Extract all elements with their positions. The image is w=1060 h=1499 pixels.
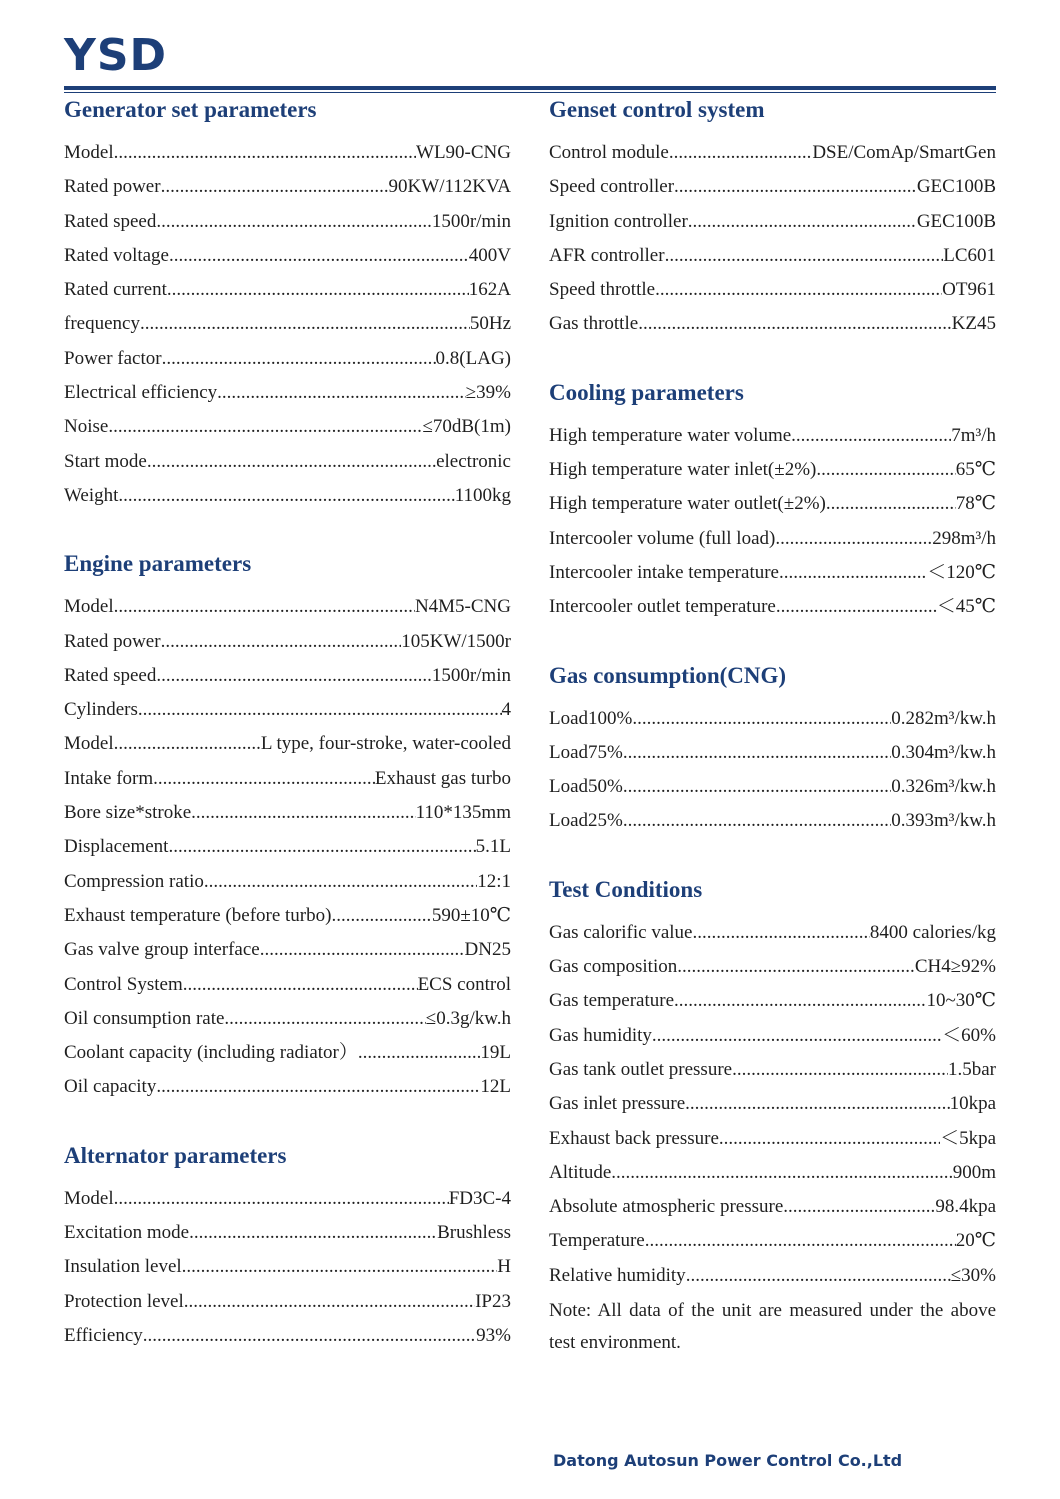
dot-leader [118,479,454,513]
param-label: Exhaust back pressure [549,1127,719,1149]
param-row [64,205,511,239]
param-row [64,968,511,1002]
dot-leader [826,487,956,521]
param-value: 12L [480,1076,511,1098]
param-label: Weight [64,484,119,506]
param-label: Gas tank outlet pressure [549,1058,733,1080]
param-row [549,1122,996,1156]
param-row [549,307,996,341]
param-row [64,590,511,624]
section-engine-parameters [64,550,511,1104]
param-label: Gas humidity [549,1024,652,1046]
param-value: 1500r/min [431,664,511,686]
param-label: Gas composition [549,956,678,978]
dot-leader [331,899,431,933]
dot-leader [140,307,470,341]
param-row [549,136,996,170]
dot-leader [204,865,477,899]
param-value: 93% [476,1324,511,1346]
param-label: Load50% [549,776,623,798]
param-value: 1500r/min [431,210,511,232]
dot-leader [183,968,418,1002]
param-label: Speed controller [549,176,675,198]
company-footer: Datong Autosun Power Control Co.,Ltd [553,1451,903,1470]
param-value: N4M5-CNG [414,596,511,618]
param-value: GEC100B [916,210,996,232]
dot-leader [114,136,416,170]
dot-leader [816,453,955,487]
dot-leader [692,916,869,950]
param-label: High temperature water volume [549,424,792,446]
param-label: Altitude [549,1161,612,1183]
param-label: Control module [549,142,669,163]
param-label: Speed throttle [549,279,656,301]
dot-leader [776,590,937,624]
param-row [549,770,996,804]
param-row [64,307,511,341]
param-row [549,702,996,736]
param-label: Intake form [64,767,154,789]
dot-leader [732,1053,948,1087]
param-row [64,445,511,479]
param-value: 298m³/h [932,527,996,549]
param-label: Rated speed [64,210,157,232]
param-label: Intercooler intake temperature [549,561,779,583]
param-row [64,625,511,659]
param-value: 19L [480,1042,511,1064]
param-label: Power factor [64,347,162,369]
param-label: Control System [64,973,183,995]
dot-leader [358,1036,481,1070]
dot-leader [623,770,891,804]
dot-leader [611,1156,952,1190]
param-label: High temperature water inlet(±2%) [549,459,817,481]
param-value: H [497,1256,511,1278]
param-row [64,796,511,830]
section-gas-consumption-cng [549,662,996,839]
brand-logo: YSD [64,30,168,81]
param-value: 50Hz [469,313,511,335]
param-value: 20℃ [955,1230,996,1252]
param-row [549,804,996,838]
param-value: 0.304m³/kw.h [891,741,996,763]
param-label: Electrical efficiency [64,382,218,404]
dot-leader [217,376,466,410]
param-label: Model [64,1187,114,1209]
dot-leader [182,1250,498,1284]
param-label: Load75% [549,741,623,763]
param-value: 0.8(LAG) [435,347,511,369]
param-label: Cylinders [64,699,138,721]
param-value: 0.282m³/kw.h [891,707,996,729]
param-label: High temperature water outlet(±2%) [549,493,826,515]
param-label: Relative humidity [549,1264,686,1286]
dot-leader [685,1087,949,1121]
dot-leader [623,804,891,838]
param-row [64,1250,511,1284]
param-row [549,453,996,487]
param-value: 110*135mm [415,802,511,824]
dot-leader [719,1122,940,1156]
dot-leader [260,933,465,967]
dot-leader [674,170,917,204]
dot-leader [153,762,375,796]
param-row [549,1087,996,1121]
param-label: Rated speed [64,664,157,686]
param-value: ＜5kpa [940,1127,996,1149]
param-row [64,659,511,693]
param-value: L type, four-stroke, water-cooled [260,733,511,755]
param-value: LC601 [943,244,996,266]
param-row [549,1156,996,1190]
param-value: 900m [952,1161,996,1183]
dot-leader [779,556,927,590]
dot-leader [686,1259,951,1293]
dot-leader [191,796,415,830]
header-rule [64,86,996,90]
param-label: Ignition controller [549,210,688,232]
param-value: ≥39% [465,382,511,404]
param-value: 162A [468,279,511,301]
param-row [64,376,511,410]
param-row [64,170,511,204]
param-row [549,1019,996,1053]
param-value: ＜60% [942,1024,996,1046]
param-value: 65℃ [955,459,996,481]
header-rule-thin [64,92,996,93]
dot-leader [167,273,469,307]
param-label: Rated current [64,279,167,301]
param-value: 8400 calories/kg [869,921,996,943]
dot-leader [168,830,475,864]
param-row [549,556,996,590]
param-row [64,273,511,307]
param-label: Efficiency [64,1324,143,1346]
param-row [64,410,511,444]
param-value: DSE/ComAp/SmartGen [812,142,996,163]
dot-leader [114,590,415,624]
dot-leader [638,307,951,341]
param-label: Load100% [549,707,633,729]
param-value: FD3C-4 [448,1187,511,1209]
dot-leader [184,1285,475,1319]
dot-leader [623,736,891,770]
param-row [549,522,996,556]
param-value: Exhaust gas turbo [374,767,511,789]
param-label: Oil capacity [64,1076,157,1098]
param-row [64,1070,511,1104]
section-title: Engine parameters [64,551,252,577]
dot-leader [791,419,951,453]
dot-leader [655,273,942,307]
dot-leader [665,239,944,273]
section-genset-control-system [549,96,996,342]
param-row [64,1319,511,1353]
param-row [549,590,996,624]
section-cooling-parameters [549,379,996,625]
param-value: ECS control [417,973,511,995]
param-value: ≤30% [950,1264,996,1286]
dot-leader [156,205,432,239]
param-value: KZ45 [951,313,996,335]
dot-leader [677,950,915,984]
dot-leader [169,239,469,273]
param-label: Absolute atmospheric pressure [549,1196,784,1218]
param-value: OT961 [942,279,996,301]
param-label: Gas temperature [549,990,675,1012]
section-alternator-parameters [64,1142,511,1353]
param-row [549,170,996,204]
section-generator-set-parameters [64,96,511,513]
param-value: 105KW/1500r [401,630,511,652]
param-row [549,736,996,770]
param-label: Gas inlet pressure [549,1093,686,1115]
param-label: Temperature [549,1230,645,1252]
param-value: Brushless [437,1222,511,1244]
param-row [64,693,511,727]
param-label: Rated power [64,630,161,652]
param-row [64,479,511,513]
dot-leader [156,1070,480,1104]
param-row [549,419,996,453]
param-value: GEC100B [916,176,996,198]
param-value: ≤0.3g/kw.h [425,1007,511,1029]
param-row [549,1259,996,1293]
dot-leader [143,1319,476,1353]
param-row [64,933,511,967]
param-value: 98.4kpa [935,1196,996,1218]
param-label: Noise [64,416,109,438]
dot-leader [688,205,917,239]
dot-leader [138,693,502,727]
param-label: Protection level [64,1290,184,1312]
dot-leader [147,445,436,479]
param-row [64,342,511,376]
section-title: Test Conditions [549,876,703,902]
param-label: Model [64,733,114,755]
param-label: Compression ratio [64,870,204,892]
param-row [549,1190,996,1224]
param-row [64,762,511,796]
param-label: Excitation mode [64,1222,190,1244]
param-row [64,1036,511,1070]
dot-leader [108,410,422,444]
param-value: electronic [436,450,511,472]
param-row [549,950,996,984]
param-row [64,727,511,761]
dot-leader [652,1019,942,1053]
param-label: Displacement [64,836,169,858]
param-row [64,1216,511,1250]
param-row [549,239,996,273]
test-note: Note: All data of the unit are measured under the above test environment. [549,1300,996,1354]
dot-leader [114,727,261,761]
param-label: frequency [64,313,140,335]
param-value: 590±10℃ [431,904,511,926]
param-value: IP23 [475,1290,511,1312]
param-value: CH4≥92% [914,956,996,978]
dot-leader [162,342,436,376]
dot-leader [645,1224,956,1258]
param-row [64,239,511,273]
dot-leader [632,702,891,736]
param-value: WL90-CNG [416,142,511,163]
param-label: Bore size*stroke [64,802,192,824]
param-label: Model [64,596,114,618]
param-label: Coolant capacity (including radiator） [64,1042,358,1064]
param-label: Gas valve group interface [64,939,260,961]
param-row [64,865,511,899]
dot-leader [775,522,932,556]
param-label: Intercooler volume (full load) [549,527,776,549]
dot-leader [189,1216,437,1250]
param-value: 12:1 [477,870,511,892]
param-value: 90KW/112KVA [388,176,511,198]
section-title: Gas consumption(CNG) [549,662,787,688]
param-row [549,273,996,307]
param-value: DN25 [464,939,511,961]
dot-leader [114,1182,449,1216]
param-value: 0.393m³/kw.h [891,810,996,832]
dot-leader [156,659,432,693]
param-row [64,1002,511,1036]
param-value: 1100kg [454,484,511,506]
param-value: ＜120℃ [927,561,996,583]
param-value: 10~30℃ [926,990,996,1012]
param-row [549,1224,996,1258]
param-row [64,1182,511,1216]
section-title: Cooling parameters [549,379,744,405]
param-value: 0.326m³/kw.h [891,776,996,798]
param-label: Exhaust temperature (before turbo) [64,904,332,926]
param-value: 7m³/h [951,424,996,446]
param-value: 400V [468,244,511,266]
param-label: Insulation level [64,1256,182,1278]
param-label: Oil consumption rate [64,1007,225,1029]
right-column [549,96,996,1396]
param-label: Start mode [64,450,147,472]
param-label: Model [64,142,114,163]
dot-leader [161,625,402,659]
param-row [549,487,996,521]
param-label: Rated power [64,176,161,198]
param-value: ＜45℃ [936,596,996,618]
dot-leader [161,170,389,204]
param-value: ≤70dB(1m) [422,416,511,438]
param-label: Intercooler outlet temperature [549,596,776,618]
param-label: Load25% [549,810,623,832]
param-label: AFR controller [549,244,665,266]
param-value: 1.5bar [947,1058,996,1080]
param-value: 5.1L [475,836,511,858]
param-row [64,136,511,170]
param-row [549,916,996,950]
param-label: Gas calorific value [549,921,693,943]
param-row [549,1053,996,1087]
param-row [64,830,511,864]
dot-leader [669,136,813,170]
section-title: Genset control system [549,97,765,122]
param-row [549,984,996,1018]
param-row [64,1285,511,1319]
dot-leader [783,1190,935,1224]
left-column [64,96,511,1390]
param-value: 4 [501,699,511,721]
param-label: Rated voltage [64,244,169,266]
param-row [549,205,996,239]
param-row [64,899,511,933]
section-test-conditions [549,876,996,1359]
section-title: Alternator parameters [64,1142,287,1168]
dot-leader [674,984,926,1018]
param-value: 10kpa [949,1093,996,1115]
param-label: Gas throttle [549,313,639,335]
section-title: Generator set parameters [64,97,317,122]
param-value: 78℃ [955,493,996,515]
dot-leader [224,1002,425,1036]
